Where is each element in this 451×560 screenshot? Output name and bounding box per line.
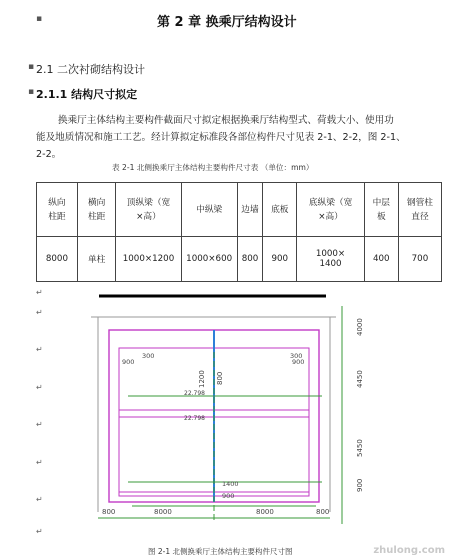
right-dimension: 900 xyxy=(356,478,364,492)
return-mark: ↵ xyxy=(36,288,43,297)
bottom-dimension: 800 xyxy=(316,508,330,516)
dim-label: 300 xyxy=(142,352,155,360)
body-paragraph xyxy=(36,112,434,163)
return-mark: ↵ xyxy=(36,527,43,536)
table-cell: 900 xyxy=(263,237,297,282)
header-cell: 中纵梁 xyxy=(181,183,237,237)
header-cell: 底纵梁（宽 ×高） xyxy=(297,183,364,237)
paragraph-line: 2-2。 xyxy=(36,149,62,160)
elevation-marker: 22.798 xyxy=(184,415,205,422)
anchor-mark: ▪ xyxy=(36,14,43,24)
dim-label: 900 xyxy=(292,358,305,366)
table-cell: 1000×600 xyxy=(181,237,237,282)
return-mark: ↵ xyxy=(36,345,43,354)
dim-label: 1400 xyxy=(222,480,239,488)
paragraph-line: 换乘厅主体结构主要构件截面尺寸拟定根据换乘厅结构型式、荷载大小、使用功 xyxy=(58,115,394,126)
return-mark: ↵ xyxy=(36,420,43,429)
dim-label: 900 xyxy=(222,492,235,500)
lower-left-room xyxy=(119,417,214,492)
dim-label: 900 xyxy=(122,358,135,366)
return-mark: ↵ xyxy=(36,383,43,392)
section-title: 2.1 二次衬砌结构设计 xyxy=(36,63,145,76)
table-header-row xyxy=(37,183,442,237)
elevation-marker: 22.798 xyxy=(184,390,205,397)
return-mark: ↵ xyxy=(36,495,43,504)
watermark: zhulong.com xyxy=(373,545,445,556)
table-cell: 1000× 1400 xyxy=(297,237,364,282)
subsection-title: 2.1.1 结构尺寸拟定 xyxy=(36,88,138,101)
beam-label: 1200 xyxy=(198,370,206,388)
member-size-table xyxy=(36,182,442,282)
table-cell: 8000 xyxy=(37,237,78,282)
table-cell: 700 xyxy=(398,237,441,282)
section-drawing xyxy=(36,292,376,542)
figure-caption: 图 2-1 北侧换乘厅主体结构主要构件尺寸图 xyxy=(148,547,293,556)
bottom-dimension: 8000 xyxy=(256,508,274,516)
table-caption: 表 2-1 北侧换乘厅主体结构主要构件尺寸表 （单位：mm） xyxy=(112,163,314,172)
header-cell: 钢管柱 直径 xyxy=(398,183,441,237)
header-cell: 底板 xyxy=(263,183,297,237)
anchor-mark: ▪ xyxy=(28,62,35,72)
return-mark: ↵ xyxy=(36,308,43,317)
header-cell: 顶纵梁（宽 ×高） xyxy=(116,183,181,237)
header-cell: 中层 板 xyxy=(364,183,398,237)
header-cell: 横向 柱距 xyxy=(77,183,116,237)
beam-label: 800 xyxy=(216,371,224,385)
table-cell: 1000×1200 xyxy=(116,237,181,282)
table-row xyxy=(37,237,442,282)
bottom-dimension: 8000 xyxy=(154,508,172,516)
paragraph-line: 能及地质情况和施工工艺。经计算拟定标准段各部位构件尺寸见表 2-1、2-2，图 2-1、 xyxy=(36,132,406,143)
right-dimension: 4000 xyxy=(356,318,364,336)
header-cell: 边墙 xyxy=(237,183,262,237)
table-cell: 400 xyxy=(364,237,398,282)
right-dimension: 4450 xyxy=(356,370,364,388)
dim-label: 300 xyxy=(290,352,303,360)
chapter-title: 第 2 章 换乘厅结构设计 xyxy=(157,15,297,30)
header-cell: 纵向 柱距 xyxy=(37,183,78,237)
table-cell: 800 xyxy=(237,237,262,282)
anchor-mark: ▪ xyxy=(28,87,35,97)
return-mark: ↵ xyxy=(36,458,43,467)
bottom-dimension: 800 xyxy=(102,508,116,516)
table-cell: 单柱 xyxy=(77,237,116,282)
right-dimension: 5450 xyxy=(356,439,364,457)
